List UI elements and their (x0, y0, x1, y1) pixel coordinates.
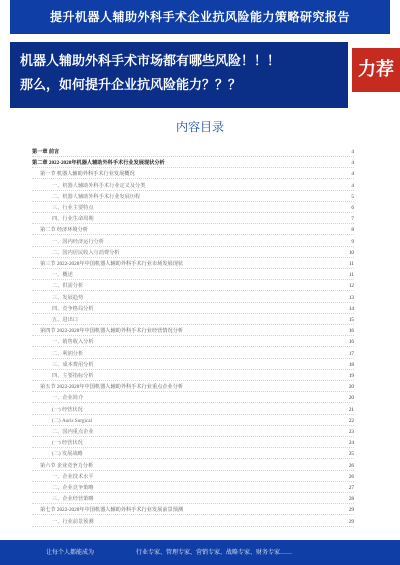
toc-entry-page: 19 (348, 373, 354, 379)
toc-entry-page: 4 (351, 182, 354, 189)
toc-entry-page: 20 (348, 384, 354, 391)
toc-entry-page: 11 (349, 261, 354, 267)
toc-entry-title: 三、行业主要特点 (52, 205, 94, 211)
recommend-badge: 力荐 (352, 48, 400, 92)
toc-entry-title: 三、成本费用分析 (52, 361, 94, 368)
toc-entry-page: 4 (351, 171, 354, 178)
toc-entry-title: 一、行业前景预测 (52, 518, 94, 525)
toc-entry-page: 29 (348, 507, 354, 514)
toc-entry[interactable] (32, 238, 354, 247)
toc-entry-page: 26 (348, 462, 354, 469)
toc-entry-page: 10 (348, 249, 354, 256)
toc-entry[interactable] (32, 350, 354, 359)
toc-entry-page: 16 (348, 328, 354, 335)
toc-entry-title: 二、利润分析 (52, 350, 84, 357)
toc-heading: 内容目录 (175, 120, 224, 134)
toc-entry-page: 24 (348, 440, 354, 447)
toc-entry-title: 一、机器人辅助外科手术行业定义及分类 (52, 182, 146, 189)
toc-entry-title: 一、销售收入分析 (52, 339, 94, 346)
toc-entry[interactable] (32, 473, 354, 482)
toc-entry[interactable] (32, 417, 354, 426)
hero-banner (10, 42, 348, 108)
toc-entry-page: 9 (351, 238, 354, 245)
toc-entry-title: 二、企业竞争策略 (52, 485, 94, 491)
toc-entry[interactable] (32, 148, 354, 157)
hero-headline: 机器人辅助外科手术市场都有哪些风险！！！ (20, 54, 281, 69)
toc-entry-title: 第四节 2022-2028年中国机器人辅助外科手术行业经营情况分析 (40, 328, 184, 335)
toc-entry-title: 二、供需分析 (52, 283, 84, 290)
toc-entry-title: 第六节 企业竞争力分析 (40, 462, 94, 469)
toc-entry-page: 5 (351, 193, 354, 200)
toc-entry-page: 17 (348, 350, 354, 357)
toc-entry-title: 一、企业简介 (52, 395, 84, 402)
toc-entry-page: 26 (348, 473, 354, 480)
toc-entry-title: 第一节 机器人辅助外科手术行业发展概况 (40, 171, 135, 178)
toc-entry-title: 第五节 2022-2028年中国机器人辅助外科手术行业重点企业分析 (40, 384, 184, 391)
toc-entry-title: 第一章 前言 (32, 149, 60, 155)
toc-entry[interactable] (32, 260, 354, 269)
report-title-bar (0, 0, 400, 34)
toc-entry-title: 二、国内居民收入与消费分析 (52, 249, 120, 256)
toc-entry-title: 二、机器人辅助外科手术行业发展历程 (52, 193, 141, 200)
toc-entry[interactable] (32, 204, 354, 213)
toc-entry-page: 28 (348, 496, 354, 503)
toc-entry[interactable] (32, 294, 354, 303)
toc-entry-title: (二) 发展战略 (52, 451, 83, 458)
toc-entry-title: 一、企业技术水平 (52, 473, 94, 480)
toc-entry-title: 一、概述 (52, 272, 73, 279)
toc-entry[interactable] (32, 316, 354, 325)
toc-entry[interactable] (32, 215, 354, 224)
toc-entry-page: 4 (351, 160, 354, 167)
toc-entry[interactable] (32, 361, 354, 370)
toc-entry-page: 14 (348, 305, 354, 312)
toc-entry[interactable] (32, 271, 354, 280)
toc-entry-page: 8 (351, 227, 354, 234)
toc-entry[interactable] (32, 439, 354, 448)
toc-entry-title: 第二节 经济环境分析 (40, 227, 88, 234)
title-bar-right-edge (390, 0, 400, 34)
toc-entry-page: 15 (348, 317, 354, 323)
toc-entry-page: 25 (348, 451, 354, 458)
footer-slogan-right: 行业专家、管理专家、营销专家、战略专家、财务专家…… (136, 549, 293, 556)
toc-entry[interactable] (32, 406, 354, 415)
toc-entry[interactable] (32, 249, 354, 258)
toc-entry[interactable] (32, 182, 354, 191)
toc-entry-title: 一、国内经济运行分析 (52, 238, 104, 245)
toc-entry-title: (一) 经营状况 (52, 406, 83, 413)
toc-entry[interactable] (32, 518, 354, 527)
toc-entry-page: 12 (348, 283, 354, 290)
toc-entry-title: 四、竞争格局分析 (52, 305, 94, 312)
toc-entry[interactable] (32, 462, 354, 471)
toc-entry-title: 五、进出口 (52, 317, 78, 323)
toc-entry[interactable] (32, 428, 354, 437)
footer-bar (0, 540, 400, 565)
toc-entry-page: 11 (349, 272, 354, 279)
toc-entry-title: 三、发展趋势 (52, 294, 84, 301)
toc-entry[interactable] (32, 484, 354, 493)
toc-entry-title: 第二章 2022-2028年机器人辅助外科手术行业发展现状分析 (32, 160, 165, 167)
toc-entry-title: 第三节 2022-2028年中国机器人辅助外科手术行业市场发展现状 (40, 261, 184, 267)
toc-entry[interactable] (32, 305, 354, 314)
toc-entry-page: 16 (348, 339, 354, 346)
toc-entry[interactable] (32, 327, 354, 336)
toc-entry[interactable] (32, 193, 354, 202)
toc-entry[interactable] (32, 506, 354, 515)
toc-entry-title: (二) Auris Surgical (52, 417, 92, 424)
toc-entry[interactable] (32, 226, 354, 235)
toc-entry[interactable] (32, 495, 354, 504)
toc-entry-title: 二、国内重点企业 (52, 429, 94, 435)
footer-slogan-left: 让每个人都能成为 (46, 549, 95, 556)
toc-entry-page: 4 (351, 149, 354, 155)
toc-entry-page: 21 (348, 406, 354, 413)
toc-entry[interactable] (32, 383, 354, 392)
toc-entry-page: 20 (348, 395, 354, 402)
toc-entry-title: 第七节 2022-2028年中国机器人辅助外科手术行业发展前景预测 (40, 507, 184, 514)
toc-entry[interactable] (32, 394, 354, 403)
hero-subheadline: 那么，如何提升企业抗风险能力？？？ (20, 78, 242, 93)
toc-entry-page: 13 (348, 294, 354, 301)
table-of-contents (32, 148, 354, 540)
toc-entry[interactable] (32, 338, 354, 347)
toc-entry-page: 22 (348, 417, 354, 424)
title-bar-left-edge (0, 0, 10, 34)
toc-entry-page: 23 (348, 429, 354, 435)
toc-entry[interactable] (32, 372, 354, 381)
toc-entry-page: 6 (351, 205, 354, 211)
toc-entry-title: 四、主要指标分析 (52, 373, 94, 379)
toc-entry-page: 29 (348, 518, 354, 525)
toc-entry-page: 27 (348, 485, 354, 491)
toc-entry[interactable] (32, 282, 354, 291)
toc-entry-title: 四、行业生命周期 (52, 216, 94, 223)
toc-entry[interactable] (32, 170, 354, 179)
toc-entry-title: 三、企业经营策略 (52, 496, 94, 503)
toc-entry[interactable] (32, 450, 354, 459)
toc-entry[interactable] (32, 159, 354, 168)
report-title: 提升机器人辅助外科手术企业抗风险能力策略研究报告 (49, 10, 350, 24)
toc-entry-title: (一) 经营状况 (52, 440, 83, 447)
toc-entry-page: 18 (348, 361, 354, 368)
toc-entry-page: 7 (351, 216, 354, 223)
